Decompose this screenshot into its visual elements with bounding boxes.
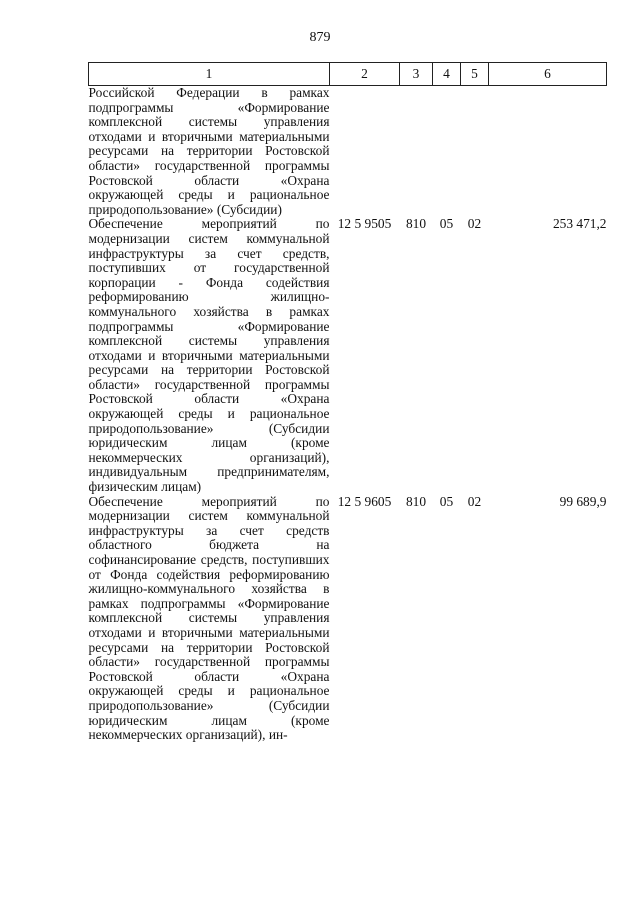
- row-description: Обеспечение мероприятий по модернизации систем коммунальной инфраструктуры за счет средств областного бюджета на софинансирование средств, поступивших от Фонда содействия реформированию жилищно-коммунального хозяйства в рамках подпрограммы «Формирование комплексной системы управления отходами и вторичными материальными ресурсами на территории Ростовской области» государственной программы Ростовской области «Охрана окружающей среды и рациональное природопользование» (Субсидии юридическим лицам (кроме некоммерческих организаций), ин-: [88, 493, 330, 743]
- row-subsection: 02: [467, 216, 482, 232]
- row-section: [433, 86, 461, 218]
- table-row: [89, 86, 607, 218]
- row-target-code: 12 5 9605: [337, 493, 392, 509]
- row-expense-type: 810: [405, 493, 427, 509]
- row-section: 05: [439, 216, 454, 232]
- row-amount: [489, 86, 607, 218]
- column-header-6: 6: [489, 63, 607, 86]
- header-row: [89, 63, 607, 86]
- column-header-2: 2: [330, 63, 400, 86]
- row-subsection: [461, 86, 489, 218]
- row-expense-type: [400, 86, 433, 218]
- column-header-3: 3: [400, 63, 433, 86]
- column-header-5: 5: [461, 63, 489, 86]
- table-row: [89, 495, 607, 743]
- table-row: [89, 217, 607, 494]
- table-header: [89, 63, 607, 86]
- table-body: [89, 86, 607, 743]
- row-target-code: 12 5 9505: [337, 216, 392, 232]
- budget-table: [88, 62, 607, 743]
- row-section: 05: [439, 493, 454, 509]
- column-header-1: 1: [89, 63, 330, 86]
- row-description: Российской Федерации в рамках подпрограммы «Формирование комплексной системы управления отходами и вторичными материальными ресурсами на территории Ростовской области» государственной программы Ростовской области «Охрана окружающей среды и рациональное природопользование» (Субсидии): [88, 85, 330, 217]
- row-description: Обеспечение мероприятий по модернизации систем коммунальной инфраструктуры за счет средств, поступивших от государственной корпорации - Фонда содействия реформированию жилищно-коммунального хозяйства в рамках подпрограммы «Формирование комплексной системы управления отходами и вторичными материальными ресурсами на территории Ростовской области» государственной программы Ростовской области «Охрана окружающей среды и рациональное природопользование» (Субсидии юридическим лицам (кроме некоммерческих организаций), индивидуальным предпринимателям, физическим лицам): [88, 216, 330, 495]
- row-amount: 99 689,9: [559, 493, 607, 509]
- row-target-code: [330, 86, 400, 218]
- page-number: 879: [309, 30, 331, 45]
- row-subsection: 02: [467, 493, 482, 509]
- column-header-4: 4: [433, 63, 461, 86]
- row-amount: 253 471,2: [552, 216, 607, 232]
- row-expense-type: 810: [405, 216, 427, 232]
